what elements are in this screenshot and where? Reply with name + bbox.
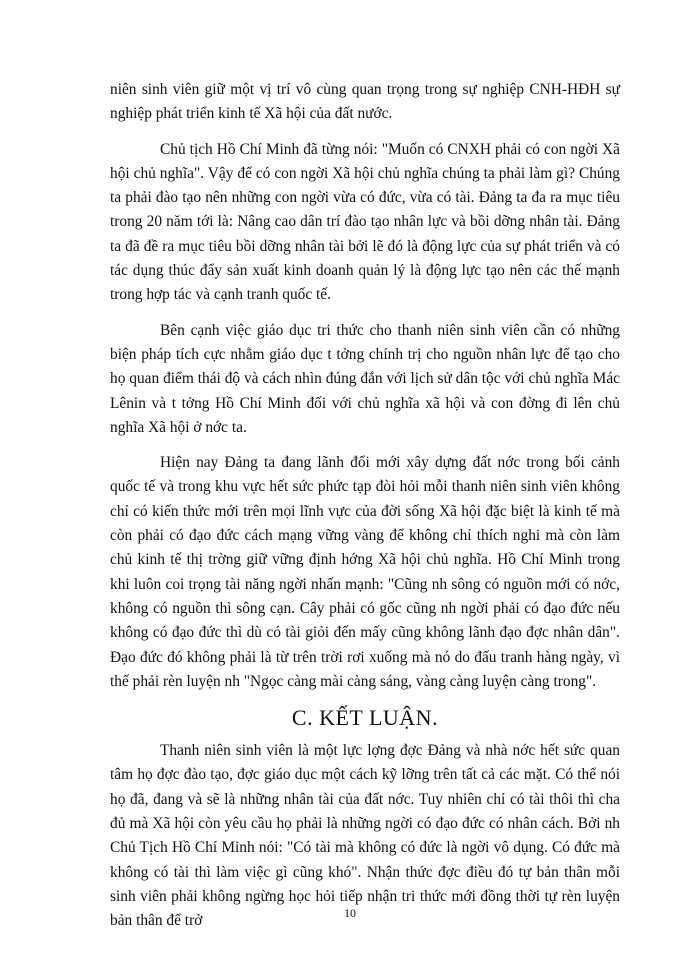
- paragraph-continuation: niên sinh viên giữ một vị trí vô cùng quan trọng trong sự nghiệp CNH-HĐH sự nghiệp phát triển kinh tế Xã hội của đất nước.: [110, 81, 620, 123]
- paragraph-ho-chi-minh-quote: Chủ tịch Hồ Chí Minh đã từng nói: "Muốn có CNXH phải có con ngời Xã hội chủ nghĩa". Vậy để có con ngời Xã hội chủ nghĩa chúng ta phải làm gì? Chúng ta phải đào tạo nên những con ngời vừa có đức, vừa có tài. Đảng ta đa ra mục tiêu trong 20 năm tới là: Nâng cao dân trí đào tạo nhân lực và bồi dỡng nhân tài. Đảng ta đã đề ra mục tiêu bồi dỡng nhân tài bởi lẽ đó là động lực của sự phát triển và có tác dụng thúc đẩy sản xuất kinh doanh quản lý là động lực tạo nên các thế mạnh trong hợp tác và cạnh tranh quốc tế.: [110, 140, 620, 304]
- section-heading-conclusion: C. KẾT LUẬN.: [291, 705, 439, 731]
- paragraph-conclusion: Thanh niên sinh viên là một lực lợng đợc Đảng và nhà nớc hết sức quan tâm họ đợc đào tạo, đợc giáo dục một cách kỹ lỡng trên tất cả các mặt. Có thể nói họ đã, đang và sẽ là những nhân tài của đất nớc. Tuy nhiên chỉ có tài thôi thì cha đủ mà Xã hội còn yêu cầu họ phải là những ngời có đạo đức có nhân cách. Bởi nh Chủ Tịch Hồ Chí Minh nói: "Có tài mà không có đức là ngời vô dụng. Có đức mà không có tài thì làm việc gì cũng khó". Nhận thức đợc điều đó tự bản thân mỗi sinh viên phải không ngừng học hỏi tiếp nhận tri thức mới đồng thời tự rèn luyện bản thân để trở: [110, 742, 620, 930]
- document-body: [110, 78, 620, 945]
- paragraph-moral-education: Hiện nay Đảng ta đang lãnh đổi mới xây dựng đất nớc trong bối cảnh quốc tế và trong khu vực hết sức phức tạp đòi hỏi mỗi thanh niên sinh viên không chỉ có kiến thức mới trên mọi lĩnh vực của đời sống Xã hội đặc biệt là kinh tế mà còn phải có đạo đức cách mạng vững vàng để không chỉ thích nghi mà còn làm chủ kinh tế thị trờng giữ vững định hớng Xã hội chủ nghĩa. Hồ Chí Minh trong khi luôn coi trọng tài năng ngời nhấn mạnh: "Cũng nh sông có nguồn mới có nớc, không có nguồn thì sông cạn. Cây phải có gốc cũng nh ngời phải có đạo đức nếu không có đạo đức thì dù có tài giỏi đến mấy cũng không lãnh đạo đợc nhân dân". Đạo đức đó không phải là từ trên trời rơi xuống mà nó do đấu tranh hàng ngày, vì thế phải rèn luyện nh "Ngọc càng mài càng sáng, vàng càng luyện càng trong".: [110, 454, 620, 690]
- paragraph-political-education: Bên cạnh việc giáo dục tri thức cho thanh niên sinh viên cần có những biện pháp tích cực nhằm giáo dục t tởng chính trị cho nguồn nhân lực để tạo cho họ quan điểm thái độ và cách nhìn đúng đắn với lịch sử dân tộc với chủ nghĩa Mác Lênin và t tởng Hồ Chí Minh đối với chủ nghĩa xã hội và con đờng đi lên chủ nghĩa Xã hội ở nớc ta.: [110, 321, 620, 436]
- page-number: 10: [344, 906, 356, 920]
